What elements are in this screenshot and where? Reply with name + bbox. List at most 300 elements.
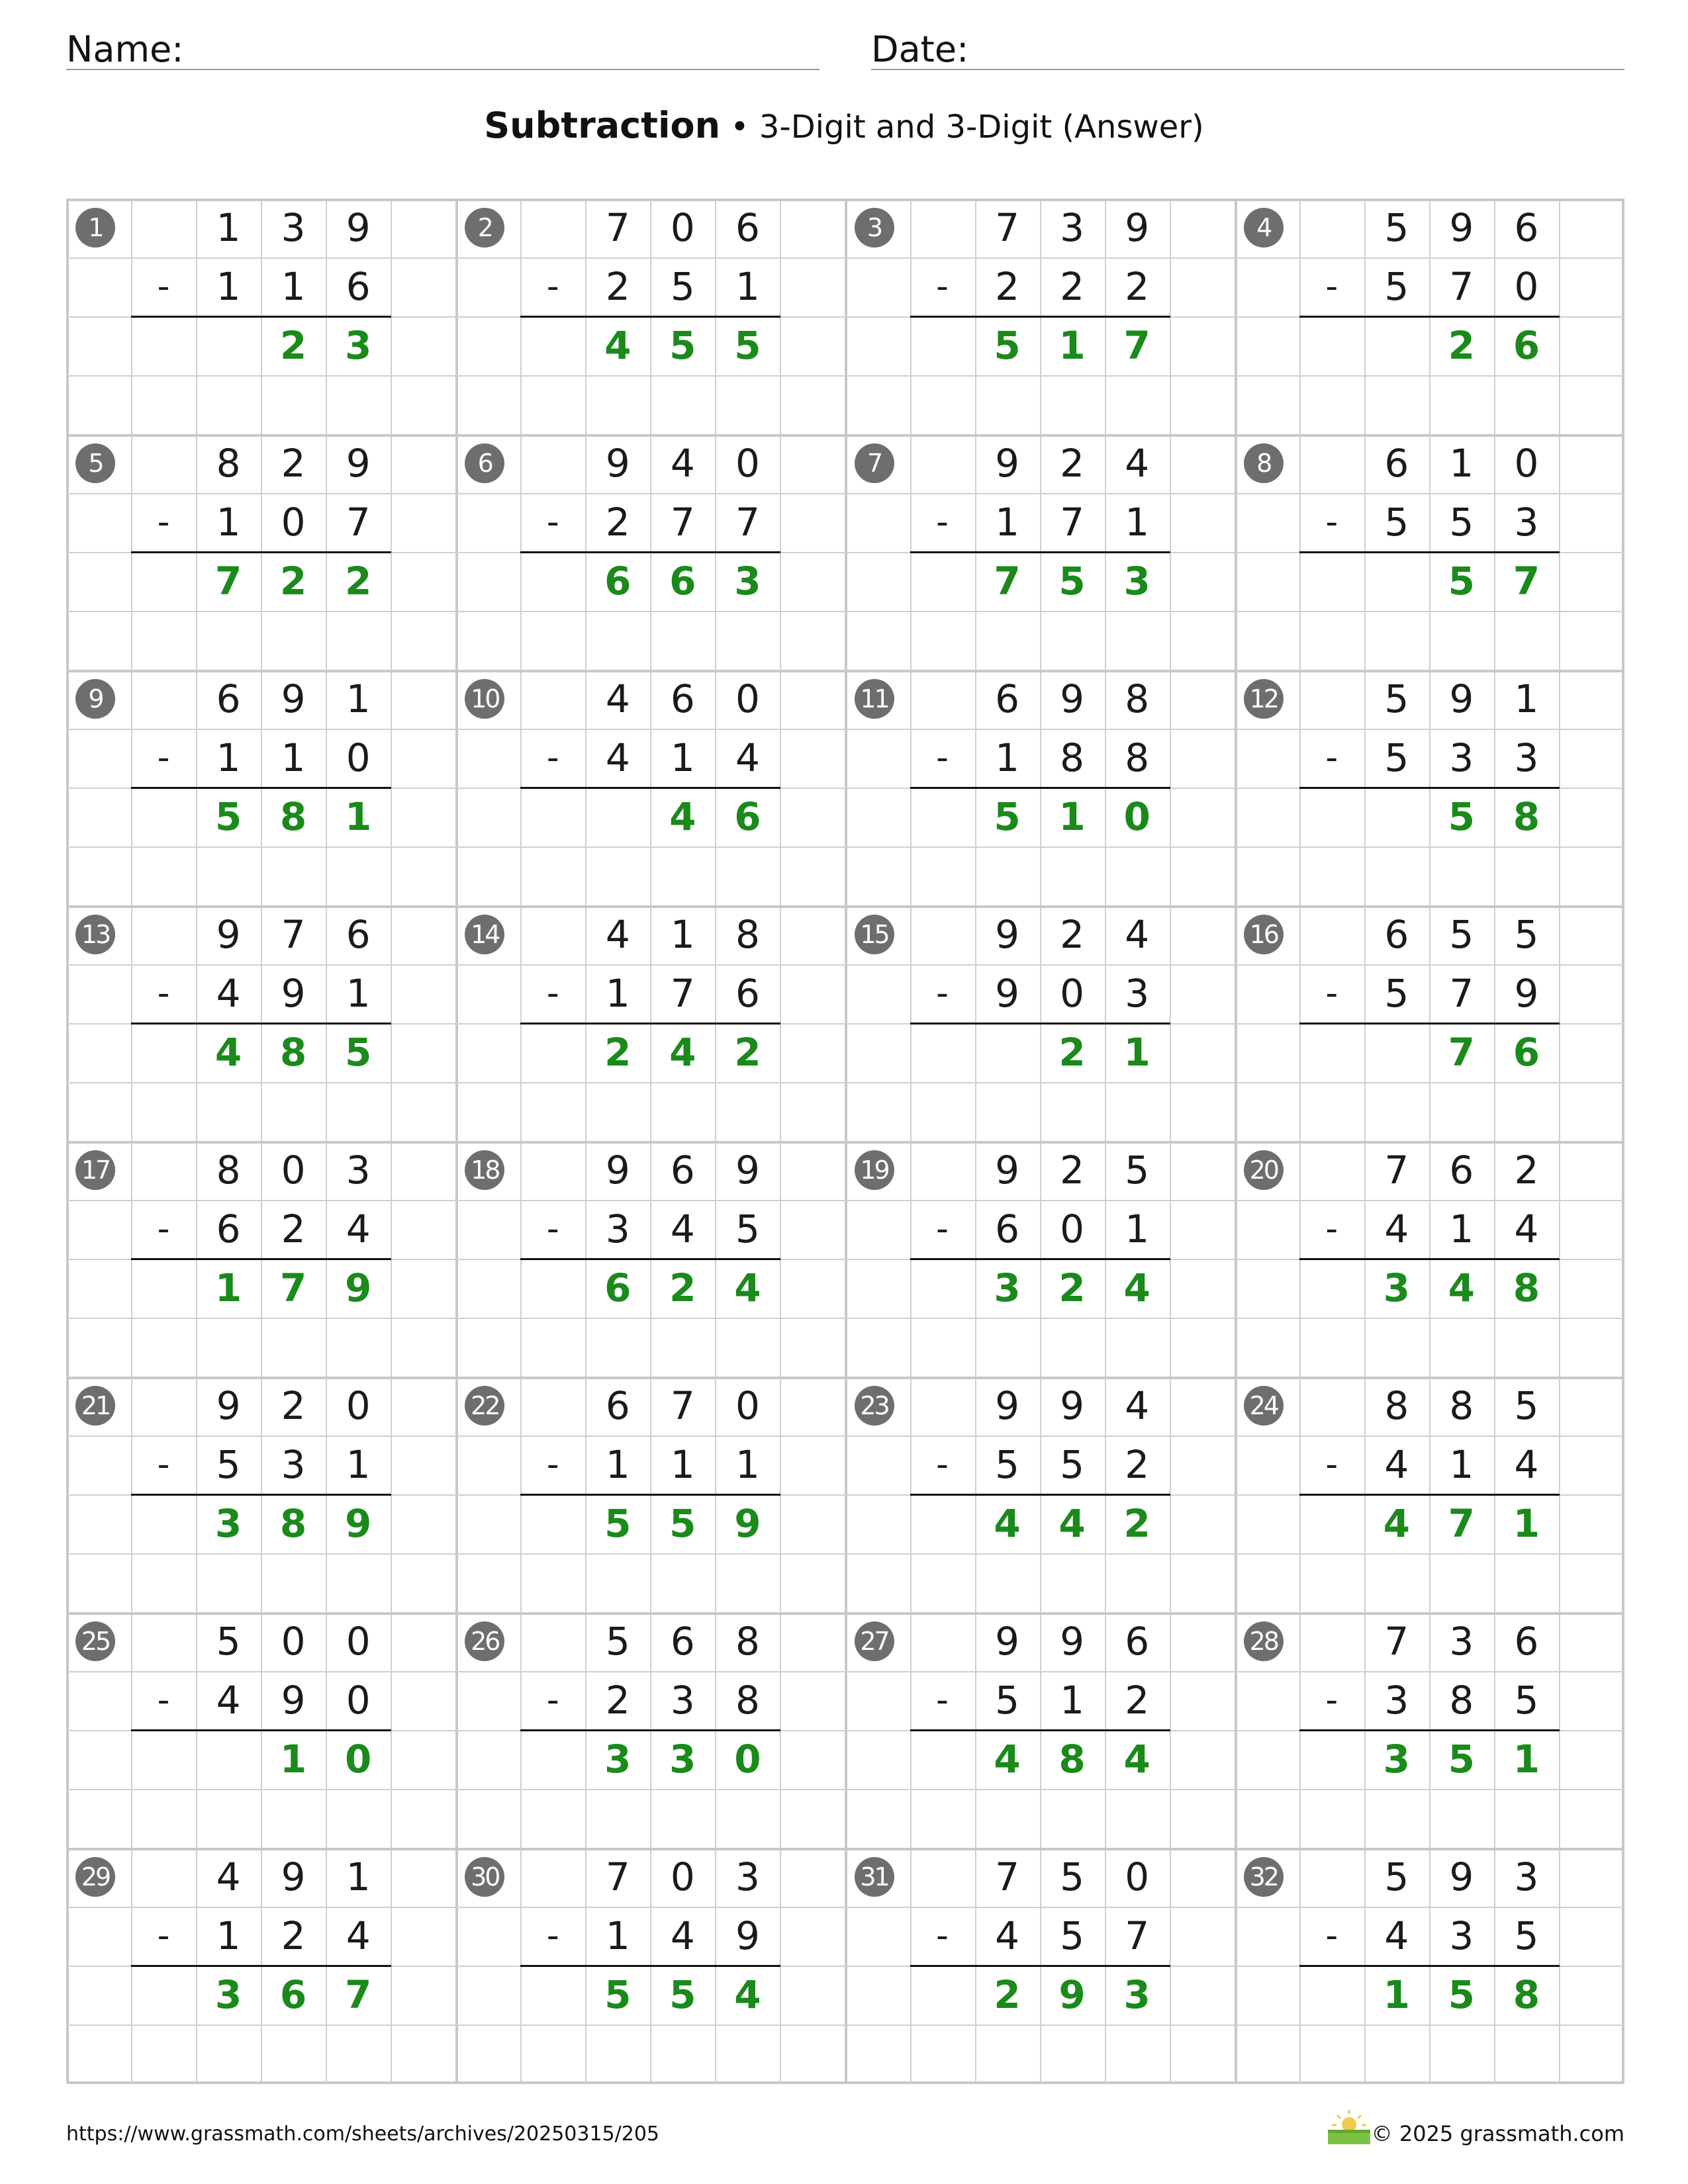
subtrahend-digit: 2 [1060, 264, 1085, 309]
answer-line [910, 316, 1170, 318]
problem-number-badge: 8 [1244, 443, 1284, 483]
subtrahend-digit: 1 [346, 971, 371, 1016]
answer-digit: 2 [279, 559, 307, 604]
problem-19 [845, 1141, 1235, 1377]
answer-digit: 6 [604, 559, 632, 604]
answer-digit: 3 [669, 1737, 696, 1782]
minuend-digit: 9 [216, 1383, 241, 1428]
answer-line [131, 1494, 391, 1496]
problem-23 [845, 1377, 1235, 1612]
subtrahend-digit: 5 [1384, 264, 1409, 309]
answer-digit: 7 [344, 1972, 372, 2017]
minus-sign: - [546, 1445, 559, 1484]
minuend-digit: 9 [1449, 205, 1474, 250]
answer-digit: 3 [1383, 1265, 1410, 1310]
minuend-digit: 3 [1449, 1619, 1474, 1664]
problem-number-badge: 2 [465, 208, 504, 248]
answer-digit: 5 [669, 1501, 696, 1546]
minuend-digit: 5 [1514, 1383, 1539, 1428]
minuend-digit: 0 [735, 1383, 760, 1428]
problem-number-badge: 10 [465, 679, 504, 719]
minus-sign: - [936, 1680, 949, 1720]
minuend-digit: 5 [216, 1619, 241, 1664]
answer-digit: 3 [1383, 1737, 1410, 1782]
subtrahend-digit: 1 [1060, 1678, 1085, 1723]
minuend-digit: 9 [605, 441, 630, 486]
minuend-digit: 9 [1060, 1619, 1085, 1664]
minuend-digit: 6 [1384, 912, 1409, 957]
answer-digit: 5 [1448, 559, 1476, 604]
answer-digit: 1 [1513, 1501, 1540, 1546]
subtrahend-digit: 8 [1125, 735, 1150, 780]
subtrahend-digit: 3 [1449, 1913, 1474, 1958]
subtrahend-digit: 1 [216, 500, 241, 545]
date-field[interactable] [871, 26, 1624, 70]
minus-sign: - [1325, 974, 1338, 1013]
subtrahend-digit: 5 [1060, 1442, 1085, 1487]
subtrahend-digit: 1 [670, 1442, 695, 1487]
minus-sign: - [1325, 738, 1338, 778]
answer-line [520, 1965, 780, 1967]
title-rest: • 3-Digit and 3-Digit (Answer) [730, 109, 1204, 146]
subtrahend-digit: 9 [995, 971, 1020, 1016]
problem-20 [1235, 1141, 1624, 1377]
subtrahend-digit: 5 [1384, 500, 1409, 545]
subtrahend-digit: 1 [995, 735, 1020, 780]
minuend-digit: 2 [281, 1383, 306, 1428]
subtrahend-digit: 4 [346, 1206, 371, 1251]
subtrahend-digit: 5 [1060, 1913, 1085, 1958]
subtrahend-digit: 7 [1449, 264, 1474, 309]
minuend-digit: 9 [735, 1148, 760, 1193]
minuend-digit: 9 [281, 676, 306, 721]
subtrahend-digit: 8 [1449, 1678, 1474, 1723]
minuend-digit: 6 [670, 676, 695, 721]
problem-15 [845, 905, 1235, 1141]
problem-25 [66, 1612, 455, 1848]
minuend-digit: 1 [1449, 441, 1474, 486]
name-field[interactable] [66, 26, 820, 70]
minuend-digit: 1 [346, 676, 371, 721]
minuend-digit: 1 [670, 912, 695, 957]
subtrahend-digit: 1 [995, 500, 1020, 545]
name-label: Name: [66, 28, 184, 70]
answer-line [1299, 1023, 1560, 1024]
answer-digit: 7 [1513, 559, 1540, 604]
answer-digit: 2 [344, 559, 372, 604]
subtrahend-digit: 9 [735, 1913, 760, 1958]
minuend-digit: 1 [1514, 676, 1539, 721]
answer-line [1299, 1729, 1560, 1731]
answer-digit: 7 [1448, 1030, 1476, 1075]
problem-number-badge: 3 [855, 208, 894, 248]
minuend-digit: 6 [216, 676, 241, 721]
answer-line [1299, 1965, 1560, 1967]
subtrahend-digit: 6 [216, 1206, 241, 1251]
minus-sign: - [157, 1916, 170, 1956]
minus-sign: - [157, 1445, 170, 1484]
subtrahend-digit: 1 [216, 1913, 241, 1958]
subtrahend-digit: 2 [605, 264, 630, 309]
minuend-digit: 9 [995, 912, 1020, 957]
subtrahend-digit: 5 [216, 1442, 241, 1487]
answer-digit: 4 [1058, 1501, 1086, 1546]
answer-line [910, 1258, 1170, 1260]
subtrahend-digit: 0 [1060, 1206, 1085, 1251]
answer-digit: 1 [1383, 1972, 1410, 2017]
problem-number-badge: 20 [1244, 1150, 1284, 1190]
answer-line [910, 1023, 1170, 1024]
subtrahend-digit: 1 [216, 264, 241, 309]
minuend-digit: 5 [1514, 912, 1539, 957]
minuend-digit: 4 [1125, 1383, 1150, 1428]
answer-digit: 2 [994, 1972, 1021, 2017]
minuend-digit: 7 [281, 912, 306, 957]
answer-line [1299, 1494, 1560, 1496]
subtrahend-digit: 1 [216, 735, 241, 780]
answer-digit: 5 [604, 1972, 632, 2017]
answer-digit: 5 [994, 794, 1021, 839]
subtrahend-digit: 5 [995, 1678, 1020, 1723]
answer-digit: 4 [1123, 1737, 1150, 1782]
problem-number-badge: 23 [855, 1386, 894, 1426]
subtrahend-digit: 3 [605, 1206, 630, 1251]
problem-27 [845, 1612, 1235, 1848]
minuend-digit: 1 [216, 205, 241, 250]
subtrahend-digit: 3 [670, 1678, 695, 1723]
answer-digit: 9 [1058, 1972, 1086, 2017]
answer-digit: 5 [734, 323, 761, 368]
minuend-digit: 4 [1125, 912, 1150, 957]
answer-line [520, 316, 780, 318]
minus-sign: - [157, 1209, 170, 1249]
problem-number-badge: 32 [1244, 1857, 1284, 1897]
minuend-digit: 3 [1060, 205, 1085, 250]
answer-line [520, 1258, 780, 1260]
minuend-digit: 8 [735, 1619, 760, 1664]
answer-digit: 4 [734, 1265, 761, 1310]
subtrahend-digit: 5 [1449, 500, 1474, 545]
minuend-digit: 7 [1384, 1619, 1409, 1664]
answer-digit: 5 [1448, 794, 1476, 839]
minuend-digit: 6 [1125, 1619, 1150, 1664]
minuend-digit: 2 [281, 441, 306, 486]
minuend-digit: 0 [281, 1619, 306, 1664]
minus-sign: - [1325, 1445, 1338, 1484]
minuend-digit: 5 [1384, 676, 1409, 721]
answer-digit: 7 [1123, 323, 1150, 368]
answer-digit: 5 [1448, 1737, 1476, 1782]
minuend-digit: 6 [1384, 441, 1409, 486]
minuend-digit: 4 [670, 441, 695, 486]
subtrahend-digit: 6 [735, 971, 760, 1016]
minuend-digit: 8 [216, 441, 241, 486]
answer-line [1299, 316, 1560, 318]
answer-line [520, 1729, 780, 1731]
subtrahend-digit: 4 [1384, 1913, 1409, 1958]
answer-digit: 4 [1448, 1265, 1476, 1310]
answer-digit: 4 [1383, 1501, 1410, 1546]
minuend-digit: 9 [346, 205, 371, 250]
answer-digit: 5 [1058, 559, 1086, 604]
minuend-digit: 0 [281, 1148, 306, 1193]
minus-sign: - [157, 1680, 170, 1720]
problem-number-badge: 6 [465, 443, 504, 483]
answer-digit: 0 [734, 1737, 761, 1782]
subtrahend-digit: 3 [1514, 500, 1539, 545]
minuend-digit: 2 [1514, 1148, 1539, 1193]
answer-line [131, 787, 391, 789]
answer-digit: 6 [604, 1265, 632, 1310]
minuend-digit: 9 [995, 1383, 1020, 1428]
answer-line [131, 1023, 391, 1024]
subtrahend-digit: 1 [281, 735, 306, 780]
minuend-digit: 0 [735, 676, 760, 721]
subtrahend-digit: 4 [346, 1913, 371, 1958]
subtrahend-digit: 7 [670, 500, 695, 545]
answer-digit: 6 [669, 559, 696, 604]
answer-digit: 0 [344, 1737, 372, 1782]
problem-30 [455, 1848, 845, 2083]
subtrahend-digit: 6 [995, 1206, 1020, 1251]
problem-number-badge: 16 [1244, 915, 1284, 954]
problem-number-badge: 12 [1244, 679, 1284, 719]
minuend-digit: 5 [1449, 912, 1474, 957]
minuend-digit: 2 [1060, 441, 1085, 486]
answer-line [910, 1965, 1170, 1967]
footer-copyright: © 2025 grassmath.com [1371, 2121, 1624, 2146]
problem-32 [1235, 1848, 1624, 2083]
answer-line [520, 787, 780, 789]
problem-number-badge: 9 [75, 679, 115, 719]
problem-number-badge: 22 [465, 1386, 504, 1426]
minus-sign: - [936, 1209, 949, 1249]
problem-number-badge: 17 [75, 1150, 115, 1190]
answer-digit: 4 [994, 1737, 1021, 1782]
minuend-digit: 3 [1514, 1854, 1539, 1899]
minuend-digit: 0 [670, 1854, 695, 1899]
answer-digit: 7 [214, 559, 242, 604]
minuend-digit: 6 [995, 676, 1020, 721]
answer-line [520, 1494, 780, 1496]
problem-14 [455, 905, 845, 1141]
subtrahend-digit: 1 [605, 1913, 630, 1958]
minus-sign: - [546, 974, 559, 1013]
subtrahend-digit: 4 [1384, 1442, 1409, 1487]
problem-number-badge: 13 [75, 915, 115, 954]
answer-digit: 8 [279, 1501, 307, 1546]
problem-9 [66, 670, 455, 905]
problem-31 [845, 1848, 1235, 2083]
subtrahend-digit: 0 [346, 735, 371, 780]
answer-digit: 1 [1513, 1737, 1540, 1782]
minuend-digit: 3 [281, 205, 306, 250]
problem-number-badge: 28 [1244, 1621, 1284, 1661]
problem-number-badge: 30 [465, 1857, 504, 1897]
minuend-digit: 9 [346, 441, 371, 486]
problem-number-badge: 7 [855, 443, 894, 483]
minus-sign: - [1325, 1680, 1338, 1720]
answer-digit: 8 [1058, 1737, 1086, 1782]
minus-sign: - [546, 1209, 559, 1249]
answer-digit: 8 [1513, 1265, 1540, 1310]
subtrahend-digit: 1 [735, 1442, 760, 1487]
answer-line [1299, 787, 1560, 789]
minuend-digit: 9 [995, 1619, 1020, 1664]
subtrahend-digit: 3 [1125, 971, 1150, 1016]
problem-11 [845, 670, 1235, 905]
subtrahend-digit: 0 [1514, 264, 1539, 309]
minuend-digit: 0 [346, 1619, 371, 1664]
minuend-digit: 6 [605, 1383, 630, 1428]
answer-line [131, 1729, 391, 1731]
minuend-digit: 5 [1384, 1854, 1409, 1899]
minuend-digit: 7 [670, 1383, 695, 1428]
problem-number-badge: 25 [75, 1621, 115, 1661]
minuend-digit: 9 [281, 1854, 306, 1899]
minus-sign: - [546, 502, 559, 542]
subtrahend-digit: 1 [1125, 500, 1150, 545]
answer-digit: 2 [1448, 323, 1476, 368]
subtrahend-digit: 7 [346, 500, 371, 545]
answer-line [910, 787, 1170, 789]
answer-digit: 5 [214, 794, 242, 839]
minuend-digit: 9 [1449, 1854, 1474, 1899]
answer-digit: 4 [734, 1972, 761, 2017]
subtrahend-digit: 2 [605, 500, 630, 545]
minus-sign: - [546, 1916, 559, 1956]
problem-grid [66, 199, 1624, 2083]
problem-8 [1235, 434, 1624, 670]
subtrahend-digit: 5 [1384, 971, 1409, 1016]
footer-url[interactable]: https://www.grassmath.com/sheets/archives/20250315/205 [66, 2122, 660, 2146]
minuend-digit: 8 [216, 1148, 241, 1193]
subtrahend-digit: 1 [281, 264, 306, 309]
subtrahend-digit: 1 [605, 1442, 630, 1487]
problem-24 [1235, 1377, 1624, 1612]
minus-sign: - [936, 974, 949, 1013]
answer-digit: 4 [604, 323, 632, 368]
problem-12 [1235, 670, 1624, 905]
minuend-digit: 6 [346, 912, 371, 957]
minus-sign: - [1325, 1916, 1338, 1956]
problem-26 [455, 1612, 845, 1848]
answer-digit: 1 [344, 794, 372, 839]
subtrahend-digit: 3 [281, 1442, 306, 1487]
answer-digit: 4 [214, 1030, 242, 1075]
minuend-digit: 4 [216, 1854, 241, 1899]
subtrahend-digit: 4 [995, 1913, 1020, 1958]
minuend-digit: 9 [216, 912, 241, 957]
minuend-digit: 7 [995, 205, 1020, 250]
problem-4 [1235, 199, 1624, 434]
problem-number-badge: 19 [855, 1150, 894, 1190]
answer-line [910, 551, 1170, 553]
answer-digit: 5 [1448, 1972, 1476, 2017]
minuend-digit: 0 [1514, 441, 1539, 486]
subtrahend-digit: 7 [1125, 1913, 1150, 1958]
answer-digit: 4 [669, 1030, 696, 1075]
answer-line [1299, 1258, 1560, 1260]
minuend-digit: 7 [605, 205, 630, 250]
subtrahend-digit: 4 [735, 735, 760, 780]
worksheet-title [0, 105, 1688, 146]
minuend-digit: 2 [1060, 912, 1085, 957]
answer-digit: 7 [1448, 1501, 1476, 1546]
answer-digit: 8 [1513, 1972, 1540, 2017]
answer-line [131, 316, 391, 318]
problem-17 [66, 1141, 455, 1377]
answer-digit: 7 [994, 559, 1021, 604]
subtrahend-digit: 8 [735, 1678, 760, 1723]
subtrahend-digit: 2 [995, 264, 1020, 309]
answer-digit: 4 [994, 1501, 1021, 1546]
subtrahend-digit: 6 [346, 264, 371, 309]
problem-6 [455, 434, 845, 670]
answer-digit: 1 [1123, 1030, 1150, 1075]
answer-digit: 6 [734, 794, 761, 839]
subtrahend-digit: 2 [1125, 264, 1150, 309]
minuend-digit: 9 [1060, 1383, 1085, 1428]
subtrahend-digit: 4 [216, 971, 241, 1016]
minuend-digit: 0 [735, 441, 760, 486]
answer-digit: 2 [604, 1030, 632, 1075]
subtrahend-digit: 9 [281, 971, 306, 1016]
answer-digit: 9 [344, 1265, 372, 1310]
subtrahend-digit: 2 [1125, 1678, 1150, 1723]
subtrahend-digit: 9 [281, 1678, 306, 1723]
problem-number-badge: 27 [855, 1621, 894, 1661]
subtrahend-digit: 4 [605, 735, 630, 780]
minuend-digit: 9 [1060, 676, 1085, 721]
minuend-digit: 5 [1060, 1854, 1085, 1899]
subtrahend-digit: 1 [735, 264, 760, 309]
minus-sign: - [936, 502, 949, 542]
answer-digit: 5 [344, 1030, 372, 1075]
answer-digit: 4 [1123, 1265, 1150, 1310]
minuend-digit: 4 [605, 676, 630, 721]
minuend-digit: 6 [1514, 205, 1539, 250]
subtrahend-digit: 3 [1384, 1678, 1409, 1723]
minuend-digit: 7 [995, 1854, 1020, 1899]
minuend-digit: 6 [670, 1148, 695, 1193]
subtrahend-digit: 8 [1060, 735, 1085, 780]
minuend-digit: 5 [1384, 205, 1409, 250]
subtrahend-digit: 3 [1514, 735, 1539, 780]
problem-22 [455, 1377, 845, 1612]
minuend-digit: 6 [1514, 1619, 1539, 1664]
minuend-digit: 5 [1125, 1148, 1150, 1193]
subtrahend-digit: 2 [1125, 1442, 1150, 1487]
minuend-digit: 0 [1125, 1854, 1150, 1899]
minuend-digit: 5 [605, 1619, 630, 1664]
answer-digit: 3 [994, 1265, 1021, 1310]
answer-digit: 3 [344, 323, 372, 368]
answer-line [131, 551, 391, 553]
answer-digit: 6 [279, 1972, 307, 2017]
problem-18 [455, 1141, 845, 1377]
subtrahend-digit: 1 [1449, 1442, 1474, 1487]
problem-number-badge: 11 [855, 679, 894, 719]
answer-digit: 3 [734, 559, 761, 604]
answer-digit: 1 [1058, 323, 1086, 368]
problem-5 [66, 434, 455, 670]
sun-over-grass-icon [1325, 2107, 1373, 2147]
subtrahend-digit: 0 [281, 500, 306, 545]
problem-16 [1235, 905, 1624, 1141]
minuend-digit: 2 [1060, 1148, 1085, 1193]
answer-line [131, 1258, 391, 1260]
